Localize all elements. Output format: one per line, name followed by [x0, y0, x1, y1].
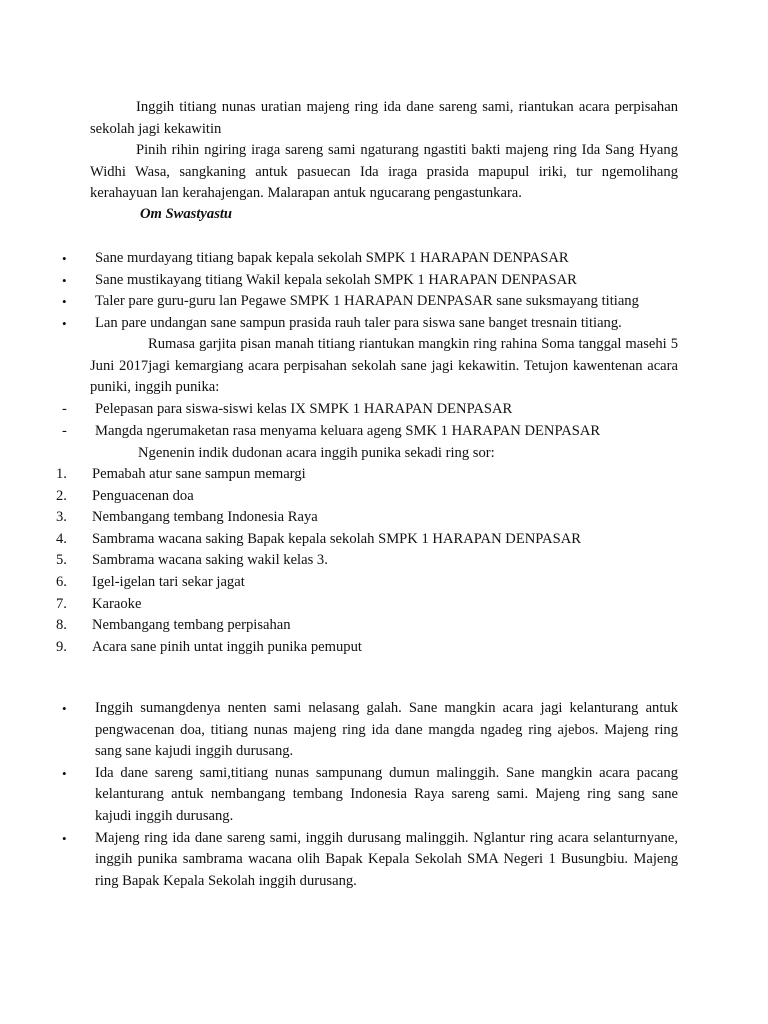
closing-list: [0, 698, 768, 892]
list-item: 6. Igel-igelan tari sekar jagat: [56, 573, 245, 590]
list-item: • Taler pare guru-guru lan Pegawe SMPK 1 HARAPAN DENPASAR sane suksmayang titiang: [0, 291, 768, 313]
intro-paragraph-1: Inggih titiang nunas uratian majeng ring ida dane sareng sami, riantukan acara perpisahan sekolah jagi kekawitin: [90, 99, 678, 137]
list-item: 8. Nembangang tembang perpisahan: [56, 617, 291, 634]
bullet-marker: •: [62, 272, 67, 288]
list-item: • Lan pare undangan sane sampun prasida rauh taler para siswa sane banget tresnain titiang.: [0, 313, 768, 335]
purposes-list: [0, 399, 768, 442]
list-item: 3. Nembangang tembang Indonesia Raya: [56, 509, 318, 526]
bullet-marker: •: [62, 830, 67, 846]
agenda-list: [0, 464, 768, 658]
list-item: • Ida dane sareng sami,titiang nunas sampunang dumun malinggih. Sane mangkin acara pacang kelanturang antuk nembangang tembang Indonesia Raya sareng sami. Majeng ring sang sane kajudi inggih durusang.: [62, 764, 678, 824]
list-item: • Majeng ring ida dane sareng sami, inggih durusang malinggih. Nglantur ring acara selanturnyane, inggih punika sambrama wacana olih Bapak Kepala Sekolah SMA Negeri 1 Busungbiu. Majeng ring Bapak Kepala Sekolah inggih durusang.: [62, 829, 678, 889]
greeting: Om Swastyastu: [140, 206, 233, 222]
purpose-paragraph: Rumasa garjita pisan manah titiang riantukan mangkin ring rahina Soma tanggal masehi 5 Juni 2017jagi kemargiang acara perpisahan sekolah sane jagi kekawitin. Tetujon kawentenan acara puniki, inggih punika:: [90, 336, 678, 396]
bullet-marker: •: [62, 701, 67, 716]
list-item: 5. Sambrama wacana saking wakil kelas 3.: [56, 552, 328, 569]
list-item: • Sane mustikayang titiang Wakil kepala sekolah SMPK 1 HARAPAN DENPASAR: [0, 270, 768, 292]
list-item: - Pelepasan para siswa-siswi kelas IX SMPK 1 HARAPAN DENPASAR: [0, 399, 768, 421]
list-item: 9. Acara sane pinih untat inggih punika pemuput: [56, 638, 362, 655]
bullet-marker: •: [62, 294, 67, 310]
intro-paragraph-2: Pinih rihin ngiring iraga sareng sami ngaturang ngastiti bakti majeng ring Ida Sang Hyang Widhi Wasa, sangkaning antuk pasuecan Ida iraga prasida mapupul iriki, tur ngemolihang kerahayuan lan kerahajengan. Malarapan antuk ngucarang pengastunkara.: [90, 142, 678, 202]
list-item: 7. Karaoke: [56, 595, 142, 612]
bullet-marker: •: [62, 315, 67, 331]
agenda-intro: Ngenenin indik dudonan acara inggih punika sekadi ring sor:: [138, 445, 495, 461]
bullet-marker: •: [62, 251, 67, 266]
list-item: • Inggih sumangdenya nenten sami nelasang galah. Sane mangkin acara jagi kelanturang antuk pengwacenan doa, titiang nunas majeng ring ida dane mangda ngadeg ring ajebos. Majeng ring sang sane kajudi inggih durusang.: [62, 700, 678, 760]
dash-marker: -: [62, 401, 67, 417]
bullet-marker: •: [62, 765, 67, 781]
dash-marker: -: [62, 422, 67, 439]
list-item: - Mangda ngerumaketan rasa menyama keluara ageng SMK 1 HARAPAN DENPASAR: [0, 421, 768, 443]
honorifics-list: [0, 248, 768, 334]
list-item: • Sane murdayang titiang bapak kepala sekolah SMPK 1 HARAPAN DENPASAR: [0, 248, 768, 270]
list-item: 2. Penguacenan doa: [56, 487, 194, 504]
list-item: 1. Pemabah atur sane sampun memargi: [56, 466, 306, 482]
list-item: 4. Sambrama wacana saking Bapak kepala sekolah SMPK 1 HARAPAN DENPASAR: [56, 530, 581, 547]
